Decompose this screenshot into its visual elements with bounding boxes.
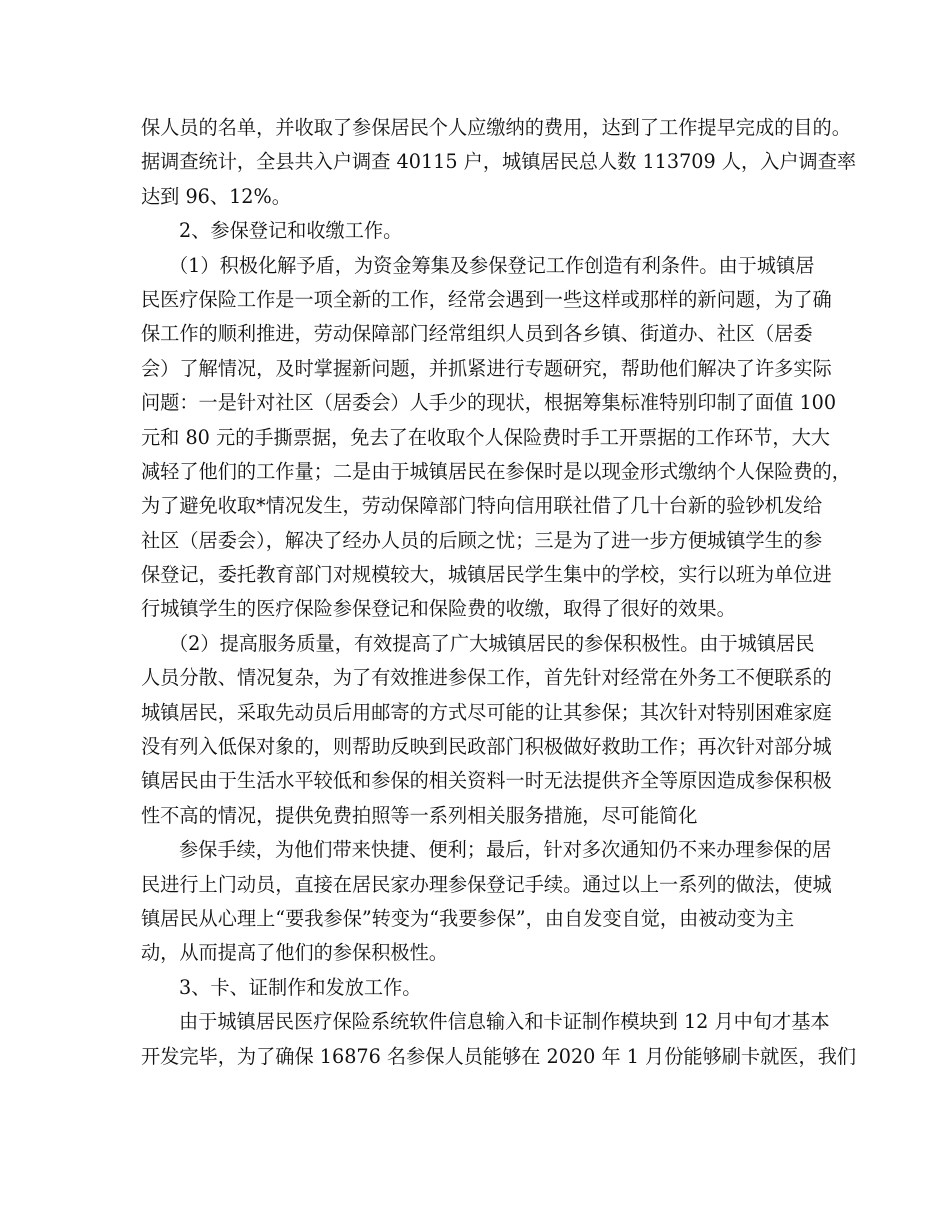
text-line: 行城镇学生的医疗保险参保登记和保险费的收缴，取得了很好的效果。 (141, 597, 736, 621)
text-line: 会）了解情况，及时掌握新问题，并抓紧进行专题研究，帮助他们解决了许多实际 (141, 356, 832, 380)
text-line: 镇居民由于生活水平较低和参保的相关资料一时无法提供齐全等原因造成参保积极 (141, 769, 832, 793)
text-line: （2）提高服务质量，有效提高了广大城镇居民的参保积极性。由于城镇居民 (169, 631, 815, 655)
text-line: 没有列入低保对象的，则帮助反映到民政部门积极做好救助工作；再次针对部分城 (141, 735, 832, 759)
text-line: 据调查统计，全县共入户调查 40115 户，城镇居民总人数 113709 人，入户调查率 (141, 150, 857, 174)
text-line: 开发完毕，为了确保 16876 名参保人员能够在 2020 年 1 月份能够刷卡就医，我们 (141, 1044, 857, 1068)
text-line: 镇居民从心理上“要我参保”转变为“我要参保”，由自发变自觉，由被动变为主 (141, 906, 795, 930)
text-line: 保登记，委托教育部门对规模较大，城镇居民学生集中的学校，实行以班为单位进 (141, 563, 832, 587)
text-line: 保人员的名单，并收取了参保居民个人应缴纳的费用，达到了工作提早完成的目的。 (141, 116, 851, 139)
text-line: 性不高的情况，提供免费拍照等一系列相关服务措施，尽可能简化 (141, 803, 698, 827)
text-line: 参保手续，为他们带来快捷、便利；最后，针对多次通知仍不来办理参保的居 (179, 838, 832, 862)
text-line: 达到 96、12%。 (141, 184, 291, 208)
section-heading: 3、卡、证制作和发放工作。 (179, 975, 422, 999)
text-line: （1）积极化解予盾，为资金筹集及参保登记工作创造有利条件。由于城镇居 (169, 253, 815, 277)
text-line: 社区（居委会），解决了经办人员的后顾之忧；三是为了进一步方便城镇学生的参 (141, 528, 823, 552)
text-line: 民医疗保险工作是一项全新的工作，经常会遇到一些这样或那样的新问题，为了确 (141, 287, 832, 311)
section-heading: 2、参保登记和收缴工作。 (179, 219, 403, 243)
text-line: 保工作的顺利推进，劳动保障部门经常组织人员到各乡镇、街道办、社区（居委 (141, 322, 813, 346)
text-line: 为了避免收取*情况发生，劳动保障部门特向信用联社借了几十台新的验钞机发给 (141, 494, 823, 518)
text-line: 问题：一是针对社区（居委会）人手少的现状，根据筹集标准特别印制了面值 100 (141, 391, 837, 415)
text-line: 元和 80 元的手撕票据，免去了在收取个人保险费时手工开票据的工作环节，大大 (141, 425, 830, 449)
text-line: 城镇居民，采取先动员后用邮寄的方式尽可能的让其参保；其次针对特别困难家庭 (141, 700, 832, 724)
document-body (141, 111, 857, 1074)
text-line: 动，从而提高了他们的参保积极性。 (141, 941, 448, 965)
text-line: 民进行上门动员，直接在居民家办理参保登记手续。通过以上一系列的做法，使城 (141, 872, 832, 896)
text-line: 人员分散、情况复杂，为了有效推进参保工作，首先针对经常在外务工不便联系的 (141, 666, 832, 690)
text-line: 由于城镇居民医疗保险系统软件信息输入和卡证制作模块到 12 月中旬才基本 (179, 1010, 830, 1034)
text-line: 减轻了他们的工作量；二是由于城镇居民在参保时是以现金形式缴纳个人保险费的， (141, 459, 851, 483)
